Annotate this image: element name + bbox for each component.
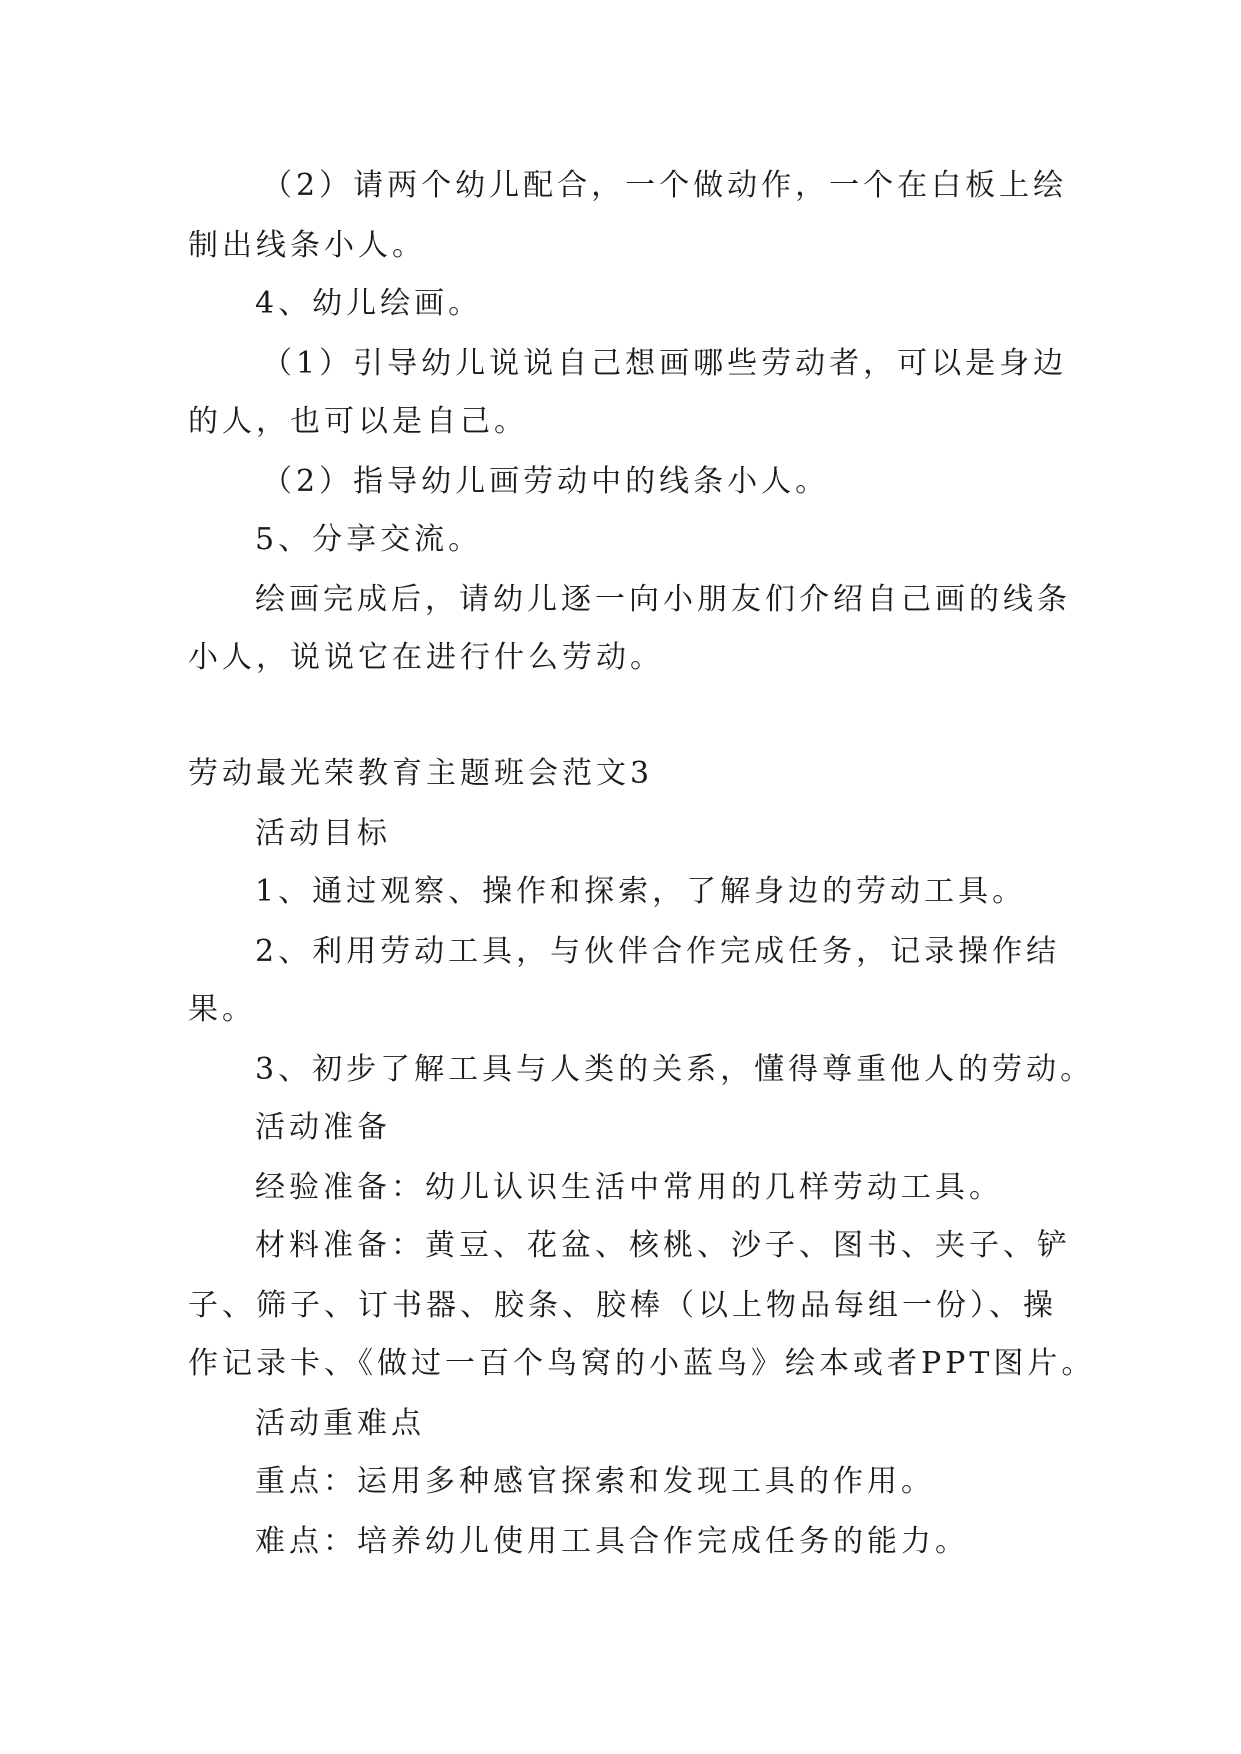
text-line: 经验准备：幼儿认识生活中常用的几样劳动工具。 xyxy=(255,1170,1003,1205)
text-line: 5、分享交流。 xyxy=(255,522,483,557)
text-line: 果。 xyxy=(188,992,256,1027)
section-heading: 活动准备 xyxy=(255,1110,391,1145)
text-line: （2）指导幼儿画劳动中的线条小人。 xyxy=(262,464,830,499)
section-title: 劳动最光荣教育主题班会范文3 xyxy=(188,756,654,791)
section-heading: 活动目标 xyxy=(255,816,391,851)
text-line: （1）引导幼儿说说自己想画哪些劳动者，可以是身边 xyxy=(262,346,1068,381)
text-line: 子、筛子、订书器、胶条、胶棒（以上物品每组一份）、操 xyxy=(188,1288,1057,1323)
text-line: 4、幼儿绘画。 xyxy=(255,286,483,321)
section-heading: 活动重难点 xyxy=(255,1406,425,1441)
text-line: 制出线条小人。 xyxy=(188,228,426,263)
text-line: 材料准备：黄豆、花盆、核桃、沙子、图书、夹子、铲 xyxy=(255,1228,1071,1263)
text-line: 3、初步了解工具与人类的关系，懂得尊重他人的劳动。 xyxy=(255,1052,1095,1087)
text-line: 2、利用劳动工具，与伙伴合作完成任务，记录操作结 xyxy=(255,934,1061,969)
text-line: 作记录卡、《做过一百个鸟窝的小蓝鸟》绘本或者PPT图片。 xyxy=(188,1346,1096,1381)
text-line: （2）请两个幼儿配合，一个做动作，一个在白板上绘 xyxy=(262,168,1068,203)
text-line: 1、通过观察、操作和探索，了解身边的劳动工具。 xyxy=(255,874,1027,909)
text-line: 绘画完成后，请幼儿逐一向小朋友们介绍自己画的线条 xyxy=(255,582,1071,617)
text-line: 难点：培养幼儿使用工具合作完成任务的能力。 xyxy=(255,1524,969,1559)
text-line: 小人，说说它在进行什么劳动。 xyxy=(188,640,664,675)
text-line: 重点：运用多种感官探索和发现工具的作用。 xyxy=(255,1464,935,1499)
text-line: 的人，也可以是自己。 xyxy=(188,404,528,439)
